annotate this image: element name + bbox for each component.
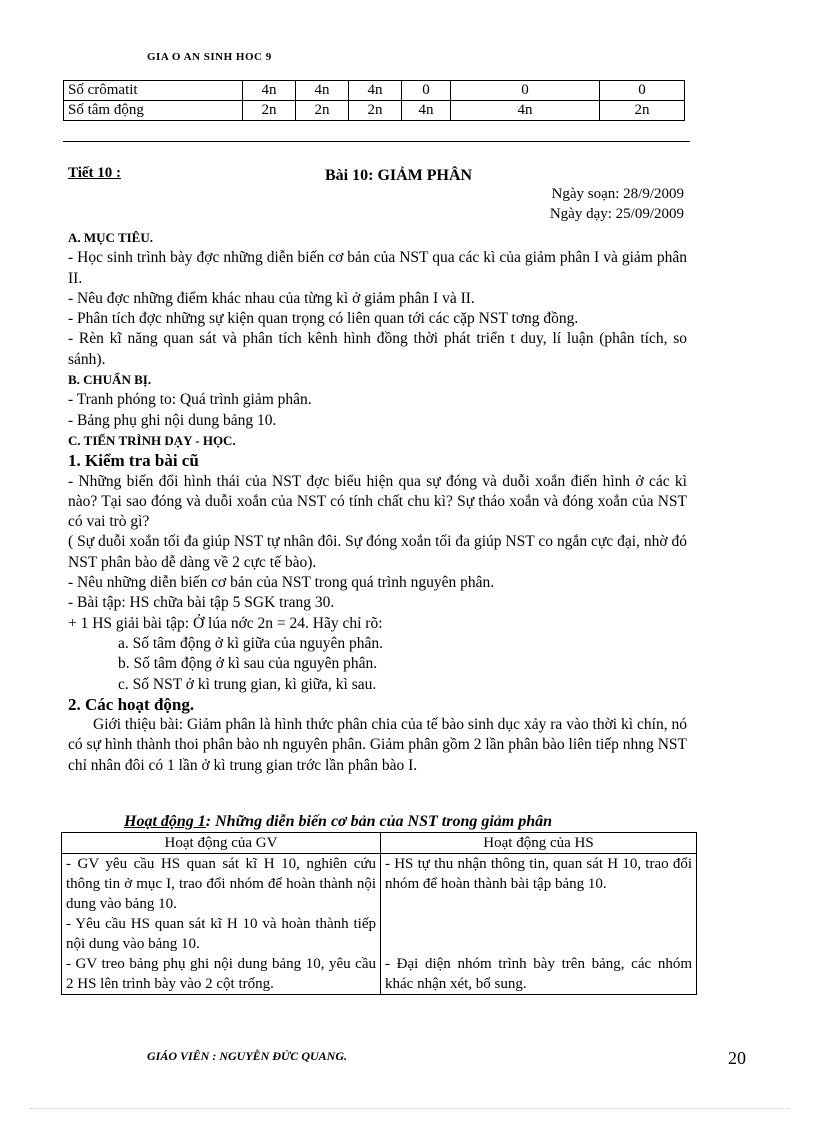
subsection-heading: 2. Các hoạt động. <box>68 694 195 714</box>
review-item: + 1 HS giải bài tập: Ở lúa nớc 2n = 24. Hãy chỉ rõ: <box>68 614 383 632</box>
hs-item: - HS tự thu nhận thông tin, quan sát H 10, trao đổi nhóm để hoàn thành bài tập bảng 10. <box>385 856 692 892</box>
gv-item: - Yêu cầu HS quan sát kĩ H 10 và hoàn thành tiếp nội dung vào bảng 10. <box>66 916 376 952</box>
sub-item: a. Số tâm động ở kì giữa của nguyên phân. <box>118 634 383 652</box>
hs-column <box>381 854 697 995</box>
table-cell: 4n <box>243 81 296 101</box>
review-item: ( Sự duỗi xoắn tối đa giúp NST tự nhân đôi. Sự đóng xoắn tối đa giúp NST co ngắn cực đại, nhờ đó NST phân bào dễ dàng về 2 cực tế bào). <box>68 533 687 571</box>
section-heading: C. TIẾN TRÌNH DẠY - HỌC. <box>68 432 236 448</box>
objective-item: - Rèn kĩ năng quan sát và phân tích kênh hình đồng thời phát triển t duy, lí luận (phân tích, so sánh). <box>68 330 687 368</box>
table-cell: 2n <box>349 101 402 121</box>
table-header-row <box>62 833 697 854</box>
hs-item: - Đại diện nhóm trình bày trên bảng, các nhóm khác nhận xét, bổ sung. <box>385 956 692 992</box>
table-cell: 2n <box>296 101 349 121</box>
prep-date: Ngày soạn: 28/9/2009 <box>551 186 684 202</box>
table-cell: 4n <box>451 101 600 121</box>
objective-item: - Phân tích đợc những sự kiện quan trọng có liên quan tới các cặp NST tơng đồng. <box>68 310 579 328</box>
table-cell: 4n <box>402 101 451 121</box>
sub-item: c. Số NST ở kì trung gian, kì giữa, kì sau. <box>118 675 377 693</box>
table-cell: 4n <box>349 81 402 101</box>
table-cell: 0 <box>402 81 451 101</box>
spacer <box>385 894 692 954</box>
activity-label: Hoạt động 1 <box>124 813 206 830</box>
table-cell: 2n <box>600 101 685 121</box>
page-header: GIA O AN SINH HOC 9 <box>147 51 272 63</box>
gv-column <box>62 854 381 995</box>
lesson-number: Tiết 10 : <box>68 165 122 181</box>
main-content <box>68 228 687 776</box>
table-cell: 2n <box>243 101 296 121</box>
table-cell: 4n <box>296 81 349 101</box>
objective-item: - Học sinh trình bày đợc những diễn biến cơ bản của NST qua các kì của giảm phân I và giảm phân II. <box>68 249 687 287</box>
chromatid-table <box>63 80 685 121</box>
activity-table <box>61 832 697 995</box>
teacher-name: GIÁO VIÊN : NGUYỄN ĐỨC QUANG. <box>147 1049 347 1063</box>
table-row <box>62 854 697 995</box>
teach-date: Ngày dạy: 25/09/2009 <box>549 206 684 222</box>
activity-title <box>124 813 552 831</box>
section-heading: A. MỤC TIÊU. <box>68 230 153 245</box>
activity-subtitle: : Những diễn biến cơ bản của NST trong giảm phân <box>205 813 553 830</box>
table-cell: 0 <box>600 81 685 101</box>
table-row <box>64 81 685 101</box>
gv-item: - GV yêu cầu HS quan sát kĩ H 10, nghiên cứu thông tin ở mục I, trao đổi nhóm để hoàn thành nội dung vào bảng 10. <box>66 856 376 912</box>
subsection-heading: 1. Kiểm tra bài cũ <box>68 451 199 471</box>
row-label: Số tâm động <box>64 101 243 121</box>
intro-paragraph: Giới thiệu bài: Giảm phân là hình thức phân chia của tế bào sinh dục xảy ra vào thời kì chín, nó có sự hình thành thoi phân bào nh nguyên phân. Giảm phân gồm 2 lần phân bào liên tiếp nhng NST chỉ nhân đôi có 1 lần ở kì trung gian trớc lần phân bào I. <box>68 716 687 774</box>
review-item: - Nêu những diễn biến cơ bản của NST trong quá trình nguyên phân. <box>68 574 495 592</box>
table-row <box>64 101 685 121</box>
prep-item: - Tranh phóng to: Quá trình giảm phân. <box>68 391 312 409</box>
review-item: - Bài tập: HS chữa bài tập 5 SGK trang 30. <box>68 594 335 612</box>
sub-item: b. Số tâm động ở kì sau của nguyên phân. <box>118 655 378 673</box>
review-item: - Những biến đổi hình thái của NST đợc biểu hiện qua sự đóng và duỗi xoắn điển hình ở các kì nào? Tại sao đóng và duỗi xoắn của NST có tính chất chu kì? Sự tháo xoắn và đóng xoắn của NST có vai trò gì? <box>68 472 687 531</box>
column-header-gv: Hoạt động của GV <box>62 833 381 854</box>
page-edge <box>30 1108 790 1109</box>
objective-item: - Nêu đợc những điểm khác nhau của từng kì ở giảm phân I và II. <box>68 289 475 307</box>
lesson-title: Bài 10: GIẢM PHÂN <box>325 167 473 184</box>
prep-item: - Bảng phụ ghi nội dung bảng 10. <box>68 411 277 429</box>
column-header-hs: Hoạt động của HS <box>381 833 697 854</box>
divider <box>63 141 690 142</box>
page-number: 20 <box>728 1048 746 1068</box>
gv-item: - GV treo bảng phụ ghi nội dung bảng 10, yêu cầu 2 HS lên trình bày vào 2 cột trống. <box>66 956 376 992</box>
row-label: Số crômatit <box>64 81 243 101</box>
section-heading: B. CHUẨN BỊ. <box>68 372 152 388</box>
table-cell: 0 <box>451 81 600 101</box>
